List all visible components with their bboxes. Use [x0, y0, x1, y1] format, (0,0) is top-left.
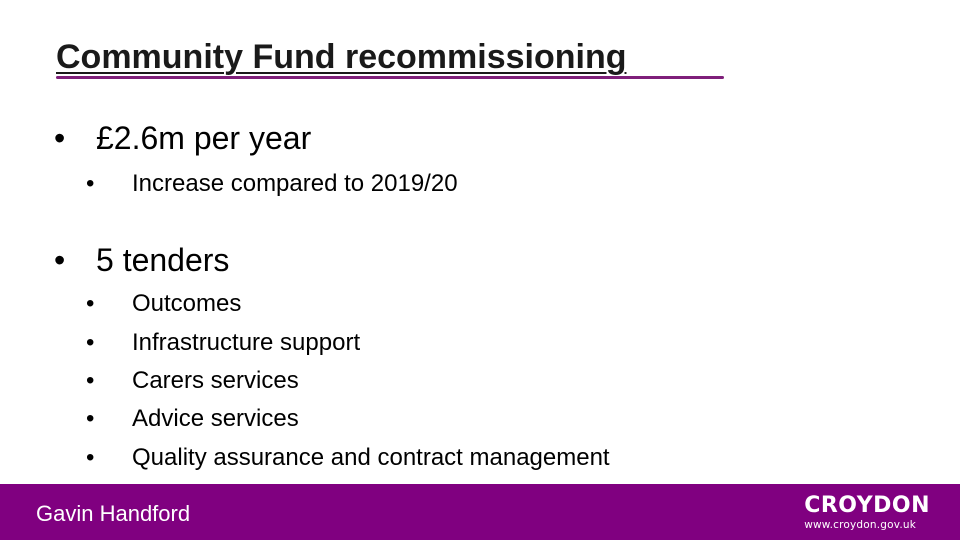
- croydon-logo: [804, 494, 930, 532]
- bullet-icon: •: [86, 329, 95, 356]
- title-underline-rule: [56, 76, 724, 79]
- bullet-item: [54, 120, 311, 157]
- bullet-icon: •: [86, 444, 95, 471]
- bullet-text: £2.6m per year: [96, 120, 312, 156]
- bullet-icon: •: [54, 120, 66, 156]
- sub-bullet-text: Advice services: [132, 405, 299, 432]
- sub-bullet-item: [86, 290, 241, 318]
- bullet-icon: •: [86, 170, 95, 197]
- slide-title: Community Fund recommissioning: [56, 38, 627, 76]
- presenter-name: Gavin Handford: [36, 501, 191, 526]
- bullet-icon: •: [86, 290, 95, 317]
- sub-bullet-item: [86, 170, 458, 198]
- sub-bullet-text: Infrastructure support: [132, 329, 361, 356]
- bullet-icon: •: [86, 367, 95, 394]
- sub-bullet-item: [86, 329, 360, 357]
- sub-bullet-text: Quality assurance and contract management: [132, 444, 610, 471]
- bullet-text: 5 tenders: [96, 242, 230, 278]
- sub-bullet-text: Increase compared to 2019/20: [132, 170, 458, 197]
- footer-bar: [0, 484, 960, 540]
- bullet-icon: •: [86, 405, 95, 432]
- sub-bullet-item: [86, 444, 610, 472]
- sub-bullet-item: [86, 367, 299, 395]
- sub-bullet-item: [86, 405, 299, 433]
- bullet-item: [54, 242, 229, 279]
- brand-name: CROYDON: [804, 493, 930, 518]
- sub-bullet-text: Outcomes: [132, 290, 242, 317]
- bullet-icon: •: [54, 242, 66, 278]
- brand-url: www.croydon.gov.uk: [804, 519, 917, 531]
- sub-bullet-text: Carers services: [132, 367, 299, 394]
